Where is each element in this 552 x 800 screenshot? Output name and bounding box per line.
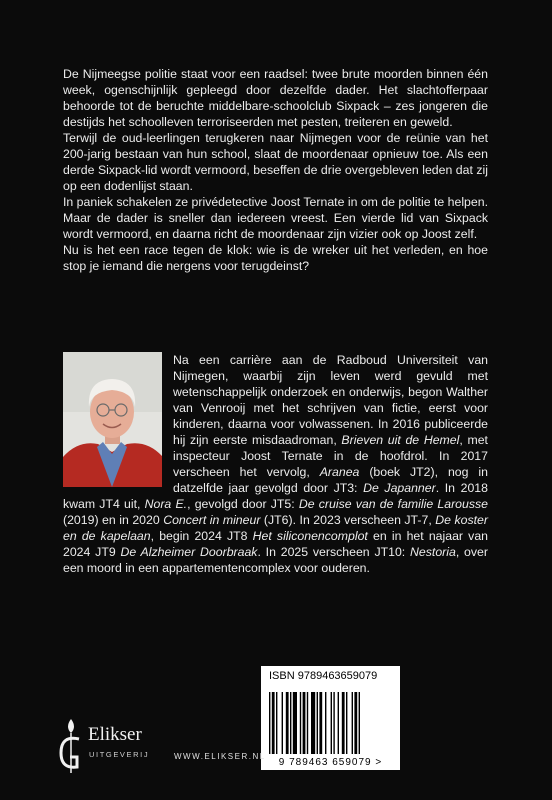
barcode-bar <box>311 692 315 754</box>
elikser-emblem-icon <box>55 717 87 777</box>
bio-text: (JT6). In 2023 verscheen JT-7, <box>260 513 436 527</box>
barcode-bar <box>317 692 318 754</box>
barcode-digits: 9 789463 659079 > <box>278 757 383 768</box>
bio-text: , begin 2024 JT8 <box>150 529 253 543</box>
blurb-paragraph: Terwijl de oud-leerlingen terugkeren naar Nijmegen voor de reünie van het 200-jarig bestaan van hun school, slaat de moordenaar opnieuw toe. Als een derde Sixpack-lid wordt vermoord, beseffen de drie overgebleven leden dat zij op een dodenlijst staan. <box>63 131 488 193</box>
publisher-name: Elikser <box>88 724 142 745</box>
barcode-bar <box>300 692 301 754</box>
publisher-url: WWW.ELIKSER.NL <box>174 752 266 761</box>
barcode-bar <box>354 692 357 754</box>
barcode-bar <box>338 692 339 754</box>
blurb-paragraph: De Nijmeegse politie staat voor een raadsel: twee brute moorden binnen één week, ogenschijnlijk gepleegd door dezelfde dader. Het slachtofferpaar behoorde tot de beruchte middelbare-schoolclub Sixpack – zes jongeren die destijds het schoolleven terroriseerden met pesten, treiteren en geweld. <box>63 67 488 129</box>
bio-text: (boek JT2), nog in datzelfde jaar gevolgd door JT3: <box>173 465 488 495</box>
barcode-bar <box>346 692 347 754</box>
blurb-paragraph: Nu is het een race tegen de klok: wie is de wreker uit het verleden, en hoe stop je iemand die nergens voor terugdeinst? <box>63 243 488 273</box>
back-cover-blurb <box>63 66 488 274</box>
barcode-bar <box>290 692 291 754</box>
book-title: Nora E. <box>144 497 188 511</box>
barcode-bar <box>359 692 360 754</box>
bio-text: , over een moord in een appartementencomplex voor ouderen. <box>63 545 488 575</box>
author-bio <box>63 352 488 576</box>
barcode-bar <box>303 692 306 754</box>
book-title: Nestoria <box>410 545 456 559</box>
publisher-logo <box>55 717 165 777</box>
barcode-bar <box>282 692 283 754</box>
book-title: Aranea <box>319 465 360 479</box>
barcode-bar <box>319 692 322 754</box>
book-title: De koster en de kapelaan <box>63 513 488 543</box>
publisher-subtitle: UITGEVERIJ <box>89 750 150 759</box>
barcode-bar <box>286 692 289 754</box>
bio-text: , met inspecteur Joost Ternate in de hoofdrol. In 2017 verscheen het vervolg, <box>173 433 488 479</box>
barcode-bar <box>331 692 332 754</box>
barcode-bar <box>352 692 353 754</box>
bio-text: . In 2018 kwam JT4 uit, <box>63 481 488 511</box>
bio-text: en in het najaar van 2024 JT9 <box>63 529 489 559</box>
book-title: Concert in mineur <box>163 513 261 527</box>
bio-text: Na een carrière aan de Radboud Universiteit van Nijmegen, waarbij zijn leven werd gevuld met wetenschappelijk onderzoek en onderwijs, begon Walther van Venrooij met het schrijven van fictie, eerst voor kinderen, daarna voor volwassenen. In 2016 publiceerde hij zijn eerste misdaadroman, <box>173 353 488 447</box>
book-title: De Alzheimer Doorbraak <box>120 545 258 559</box>
barcode-bar <box>307 692 308 754</box>
barcode <box>261 686 400 770</box>
isbn-label: ISBN 9789463659079 <box>261 666 400 686</box>
barcode-bar <box>269 692 270 754</box>
bio-text: . In 2025 verscheen JT10: <box>257 545 411 559</box>
bio-text: , gevolgd door JT5: <box>187 497 299 511</box>
barcode-bar <box>325 692 326 754</box>
bio-text: (2019) en in 2020 <box>63 513 164 527</box>
book-title: De cruise van de familie Larousse <box>298 497 488 511</box>
book-title: Brieven uit de Hemel <box>341 433 460 447</box>
barcode-bars <box>261 686 400 756</box>
barcode-bar <box>293 692 297 754</box>
blurb-paragraph: In paniek schakelen ze privédetective Joost Ternate in om de politie te helpen. Maar de dader is sneller dan iedereen vreest. Een vierde lid van Sixpack wordt vermoord, en daarna richt de moordenaar zijn vizier ook op Joost zelf. <box>63 195 488 241</box>
barcode-bar <box>342 692 345 754</box>
book-title: Het siliconencomplot <box>252 529 368 543</box>
barcode-bar <box>276 692 277 754</box>
barcode-bar <box>333 692 334 754</box>
barcode-bar <box>272 692 275 754</box>
book-title: De Japanner <box>363 481 436 495</box>
